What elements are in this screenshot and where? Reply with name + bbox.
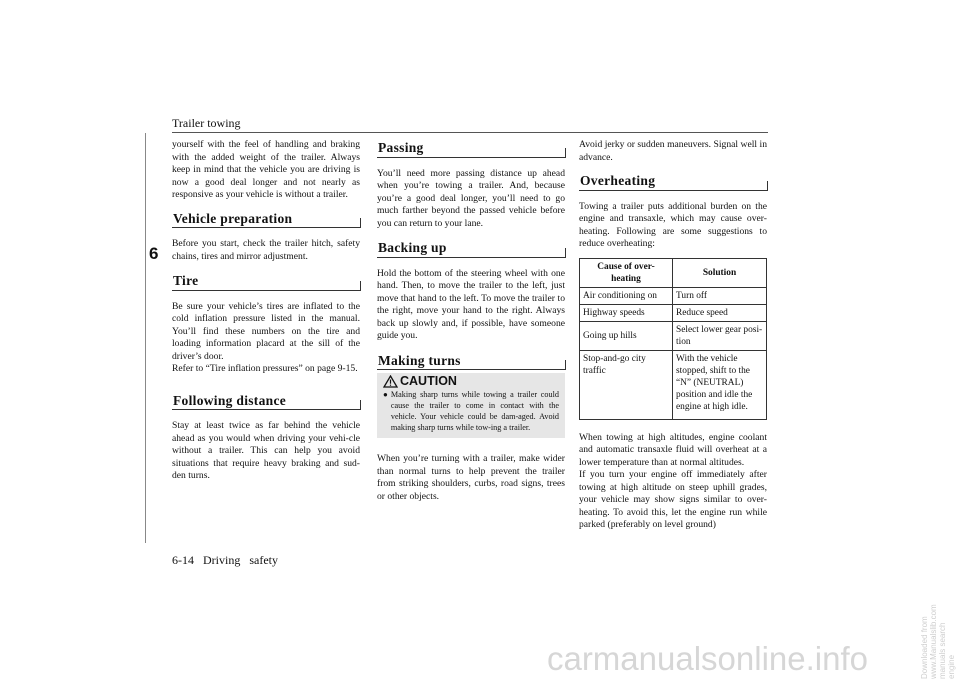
section-heading-following-distance: Following distance [172,392,360,411]
table-header-solution: Solution [673,258,767,287]
table-row [580,321,767,350]
column-right [579,139,767,532]
intro-paragraph: yourself with the feel of handling and braking with the added weight of the trailer. Always keep in mind that the vehicle you are driving is now a good deal longer and not nearly as responsive as your vehicle is without a trailer. [172,139,360,200]
section-heading-vehicle-preparation: Vehicle preparation [172,210,360,229]
table-cell-cause: Going up hills [580,321,673,350]
tire-paragraph: Be sure your vehicle’s tires are inflated to the cold inflation pressure listed in the manual. You’ll find these numbers on the tire and loading information placard at the sill of the driver’s door. [172,300,360,362]
footer-section-name: Driving safety [203,553,278,567]
table-cell-solution: Reduce speed [673,304,767,321]
caution-box [377,373,565,438]
backing-up-paragraph: Hold the bottom of the steering wheel with one hand. Then, to move the trailer to the left, just move that hand to the left. To move the trailer to the right, move your hand to the right. Always back up slowly and, if possible, have someone guide you. [377,267,565,341]
altitude-engine-paragraph: If you turn your engine off immediately after towing at high altitude on steep uphill grades, your vehicle may show signs similar to over-heating. To avoid this, let the engine run while parked (preferably on level ground) [579,469,767,530]
table-cell-cause: Air conditioning on [580,287,673,304]
table-row [580,304,767,321]
section-heading-overheating: Overheating [579,172,767,191]
table-cell-solution: With the vehicle stopped, shift to the “N” (NEUTRAL) position and idle the engine at high idle. [673,350,767,419]
tire-reference-paragraph: Refer to “Tire inflation pressures” on page 9-15. [172,363,358,374]
caution-label: CAUTION [400,374,457,389]
table-cell-solution: Turn off [673,287,767,304]
caution-item [383,389,559,433]
column-left [172,139,360,483]
section-heading-backing-up: Backing up [377,239,565,258]
table-header-row [580,258,767,287]
page-header-title: Trailer towing [172,116,241,130]
section-heading-passing: Passing [377,139,565,158]
page-number: 6-14 [172,553,194,567]
table-row [580,287,767,304]
chapter-number: 6 [149,244,159,263]
section-heading-making-turns: Making turns [377,352,565,371]
table-cell-solution: Select lower gear posi-tion [673,321,767,350]
table-cell-cause: Stop-and-go city traffic [580,350,673,419]
making-turns-paragraph: When you’re turning with a trailer, make wider than normal turns to help prevent the trailer from striking shoulders, curbs, road signs, trees or other objects. [377,453,565,502]
altitude-paragraph: When towing at high altitudes, engine coolant and automatic transaxle fluid will overheat at a lower temperature than at normal altitudes. [579,431,767,468]
chapter-side-bar [145,133,146,543]
caution-header [383,375,559,388]
table-header-cause: Cause of over-heating [580,258,673,287]
bullet-dot-icon: ● [383,390,388,399]
table-cell-cause: Highway speeds [580,304,673,321]
page-footer [172,553,278,568]
site-watermark: carmanualsonline.info [546,640,868,677]
overheating-table [579,258,767,420]
warning-triangle-icon [383,375,398,388]
column-middle [377,139,565,503]
side-watermark: Downloaded from www.Manualslib.com manuals search engine [920,604,956,679]
following-distance-paragraph: Stay at least twice as far behind the vehicle ahead as you would when driving your vehi-cle without a trailer. This can help you avoid situations that require heavy braking and sud-den turns. [172,420,360,481]
caution-text: Making sharp turns while towing a trailer could cause the trailer to come in contact with the vehicle. Your vehicle could be dam-aged. Avoid making sharp turns while tow-ing a trailer. [390,390,559,432]
section-heading-tire: Tire [172,272,360,291]
overheating-paragraph: Towing a trailer puts additional burden on the engine and transaxle, which may cause over-heating. Following are some suggestions to reduce overheating: [579,200,767,249]
maneuvers-paragraph: Avoid jerky or sudden maneuvers. Signal well in advance. [579,139,767,163]
header-divider [172,132,768,133]
vehicle-preparation-paragraph: Before you start, check the trailer hitch, safety chains, tires and mirror adjustment. [172,238,360,262]
table-row [580,350,767,419]
passing-paragraph: You’ll need more passing distance up ahead when you’re towing a trailer. And, because you’re a good deal longer, you’ll need to go much farther beyond the passed vehicle before you can return to your lane. [377,167,565,229]
